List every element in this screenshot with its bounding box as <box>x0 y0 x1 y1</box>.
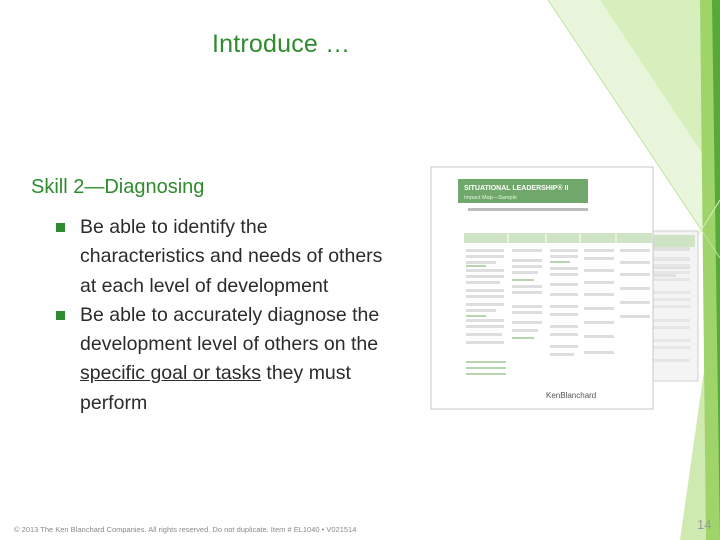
bullet-text: they must perform <box>80 362 351 414</box>
document-header-subtitle: Impact Map—Sample <box>464 195 517 201</box>
bullet-text-underlined: specific goal or tasks <box>80 362 261 385</box>
document-header-title: SITUATIONAL LEADERSHIP® II <box>464 185 569 192</box>
impact-map-document-image <box>428 161 704 413</box>
page-number: 14 <box>697 517 712 532</box>
bullet-text: Be able to accurately diagnose the development level of others on the <box>80 303 380 356</box>
copyright-footer: © 2013 The Ken Blanchard Companies. All rights reserved. Do not duplicate. Item # EL1040 • V021514 <box>14 525 357 534</box>
slide-title: Introduce … <box>212 30 351 58</box>
section-heading: Skill 2—Diagnosing <box>31 176 205 198</box>
bullet-square-icon <box>56 223 65 232</box>
bullet-list <box>56 213 386 418</box>
bullet-square-icon <box>56 311 65 320</box>
bullet-text: Be able to identify the characteristics and needs of others at each level of development <box>80 216 383 297</box>
bullet-item <box>56 213 386 301</box>
document-logo: KenBlanchard <box>546 391 597 400</box>
bullet-item <box>56 301 386 418</box>
